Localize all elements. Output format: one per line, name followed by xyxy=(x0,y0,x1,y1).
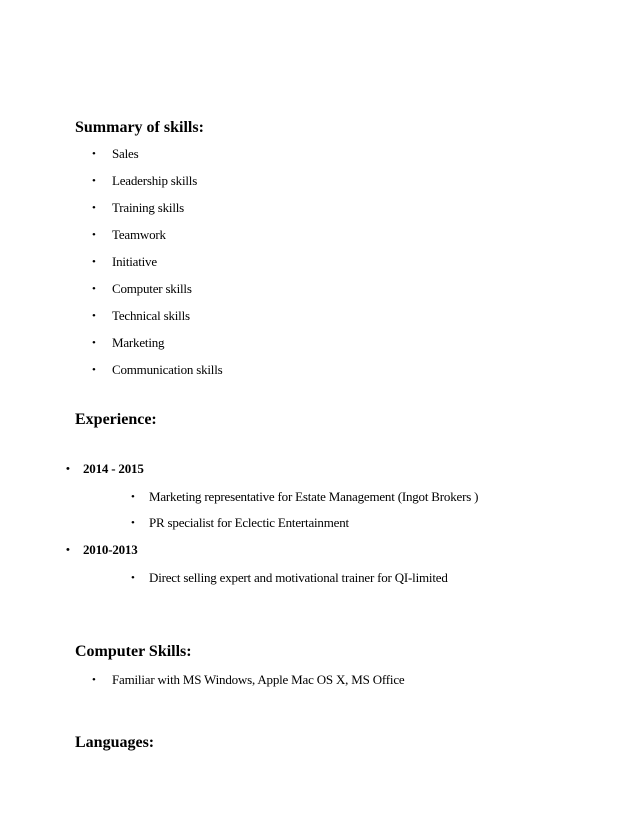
bullet-icon: • xyxy=(92,148,96,160)
bullet-icon: • xyxy=(92,229,96,241)
experience-heading: Experience: xyxy=(75,411,157,428)
experience-years: 2010-2013 xyxy=(83,542,138,557)
skill-item-label: Training skills xyxy=(112,200,185,215)
computer-skills-heading: Computer Skills: xyxy=(75,643,192,660)
experience-item-label: Marketing representative for Estate Management (Ingot Brokers ) xyxy=(149,489,479,504)
experience-item-label: PR specialist for Eclectic Entertainment xyxy=(149,515,349,530)
skill-item-label: Sales xyxy=(112,146,139,161)
skills-heading: Summary of skills: xyxy=(75,119,204,136)
skill-item-label: Leadership skills xyxy=(112,173,198,188)
skill-item-label: Marketing xyxy=(112,335,165,350)
bullet-icon: • xyxy=(131,491,135,503)
bullet-icon: • xyxy=(92,256,96,268)
experience-item-label: Direct selling expert and motivational trainer for QI-limited xyxy=(149,570,448,585)
computer-skill-label: Familiar with MS Windows, Apple Mac OS X, MS Office xyxy=(112,672,405,687)
bullet-icon: • xyxy=(92,364,96,376)
skill-item-label: Teamwork xyxy=(112,227,166,242)
bullet-icon: • xyxy=(131,517,135,529)
languages-heading: Languages: xyxy=(75,734,155,751)
skill-item-label: Communication skills xyxy=(112,362,223,377)
bullet-icon: • xyxy=(92,202,96,214)
bullet-icon: • xyxy=(92,283,96,295)
skill-item-label: Technical skills xyxy=(112,308,190,323)
bullet-icon: • xyxy=(92,337,96,349)
skill-item-label: Initiative xyxy=(112,254,157,269)
experience-years: 2014 - 2015 xyxy=(83,461,144,476)
skill-item-label: Computer skills xyxy=(112,281,192,296)
bullet-icon: • xyxy=(131,572,135,584)
bullet-icon: • xyxy=(66,544,70,556)
bullet-icon: • xyxy=(92,674,96,686)
bullet-icon: • xyxy=(92,175,96,187)
bullet-icon: • xyxy=(66,463,70,475)
bullet-icon: • xyxy=(92,310,96,322)
